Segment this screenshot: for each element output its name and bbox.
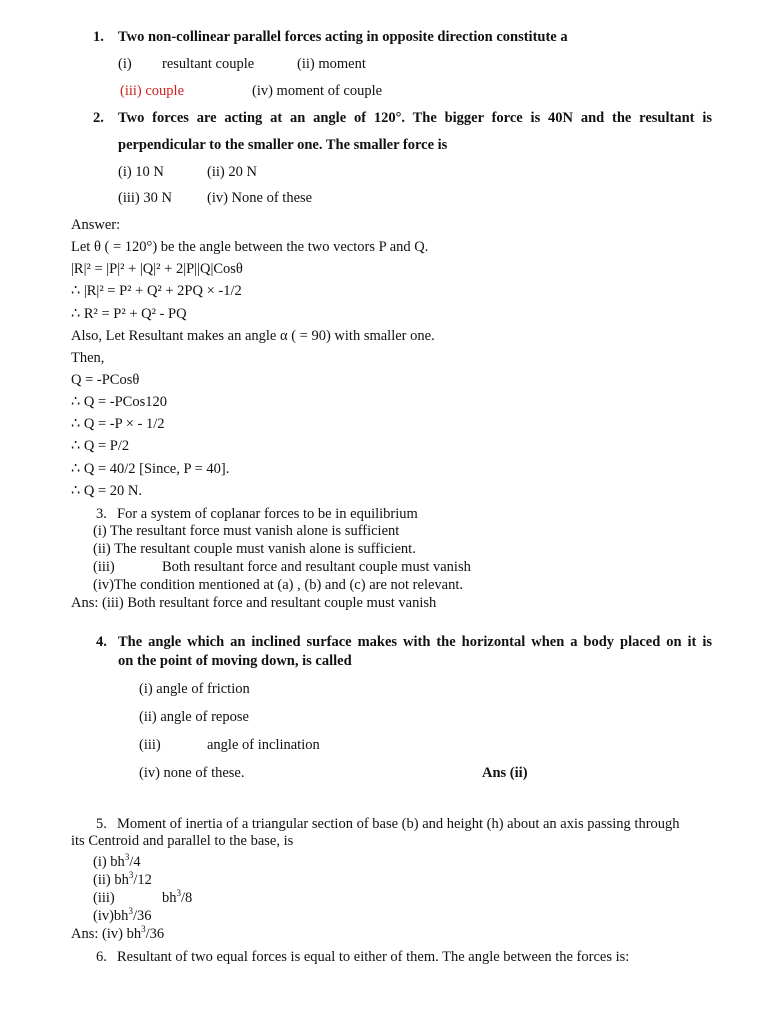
q2-question-line-2: perpendicular to the smaller one. The smaller force is [118, 137, 448, 153]
q6-question: Resultant of two equal forces is equal to either of them. The angle between the forces is: [117, 949, 630, 965]
q4-option-3: angle of inclination [207, 737, 320, 753]
q2-number: 2. [93, 110, 104, 126]
q3-answer: Ans: (iii) Both resultant force and resultant couple must vanish [71, 595, 437, 611]
q4-option-3-number: (iii) [139, 737, 161, 753]
q2-answer-line: ∴ Q = -P × - 1/2 [71, 416, 165, 432]
q2-option-4: (iv) None of these [207, 190, 313, 206]
q5-question-line-1: Moment of inertia of a triangular section of base (b) and height (h) about an axis passing through [117, 816, 680, 832]
q2-answer-line: ∴ |R|² = P² + Q² + 2PQ × -1/2 [71, 283, 242, 299]
q1-option-3-answer: (iii) couple [120, 83, 185, 99]
q5-answer: Ans: (iv) $bh^3/36$ [71, 924, 165, 942]
q2-answer-heading: Answer: [71, 217, 121, 233]
q2-answer-line: Then, [71, 350, 105, 366]
q4-number: 4. [96, 634, 107, 650]
q2-answer-line: ∴ R² = P² + Q² - PQ [71, 306, 187, 322]
q5-option-3: $bh^3/8$ [162, 888, 193, 906]
q3-option-3: Both resultant force and resultant couple must vanish [162, 559, 471, 575]
q3-question: For a system of coplanar forces to be in equilibrium [117, 506, 418, 522]
q4-question-line-2: on the point of moving down, is called [118, 653, 352, 669]
q2-question-line-1: Two forces are acting at an angle of 120°. The bigger force is 40N and the resultant is [118, 110, 712, 126]
q4-option-2: (ii) angle of repose [139, 709, 249, 725]
q4-question-line-1: The angle which an inclined surface makes with the horizontal when a body placed on it is [118, 634, 712, 650]
q3-number: 3. [96, 506, 107, 522]
q2-option-1: (i) 10 N [118, 164, 164, 180]
q1-option-2: (ii) moment [297, 56, 366, 72]
q1-question: Two non-collinear parallel forces acting in opposite direction constitute a [118, 29, 568, 45]
q1-number: 1. [93, 29, 104, 45]
q1-option-1: resultant couple [162, 56, 255, 72]
q5-option-3-number: (iii) [93, 890, 115, 906]
q1-option-4: (iv) moment of couple [252, 83, 383, 99]
q4-answer: Ans (ii) [482, 765, 528, 781]
q3-option-2: (ii) The resultant couple must vanish alone is sufficient. [93, 541, 416, 557]
q6-number: 6. [96, 949, 107, 965]
q3-option-1: (i) The resultant force must vanish alone is sufficient [93, 523, 400, 539]
q2-option-2: (ii) 20 N [207, 164, 257, 180]
q2-answer-line: ∴ Q = 40/2 [Since, P = 40]. [71, 461, 230, 477]
q1-option-1-number: (i) [118, 56, 132, 72]
q2-answer-line: Also, Let Resultant makes an angle α ( = 90) with smaller one. [71, 328, 435, 344]
q3-option-4: (iv)The condition mentioned at (a) , (b) and (c) are not relevant. [93, 577, 463, 593]
q4-option-1: (i) angle of friction [139, 681, 250, 697]
q2-answer-line: ∴ Q = 20 N. [71, 483, 142, 499]
q2-answer-line: ∴ Q = P/2 [71, 438, 130, 454]
q5-number: 5. [96, 816, 107, 832]
q2-answer-line: ∴ Q = -PCos120 [71, 394, 167, 410]
q2-answer-line: Q = -PCosθ [71, 372, 140, 388]
q5-option-4: $(iv)bh^3/36$ [93, 906, 152, 924]
q5-question-line-2: its Centroid and parallel to the base, is [71, 833, 294, 849]
q2-option-3: (iii) 30 N [118, 190, 172, 206]
q2-answer-line: Let θ ( = 120°) be the angle between the two vectors P and Q. [71, 239, 429, 255]
q4-option-4: (iv) none of these. [139, 765, 245, 781]
q2-answer-line: |R|² = |P|² + |Q|² + 2|P||Q|Cosθ [71, 261, 243, 277]
q5-option-2: (ii) $bh^3/12$ [93, 870, 152, 888]
q5-option-1: (i) $bh^3/4$ [93, 852, 141, 870]
q3-option-3-number: (iii) [93, 559, 115, 575]
